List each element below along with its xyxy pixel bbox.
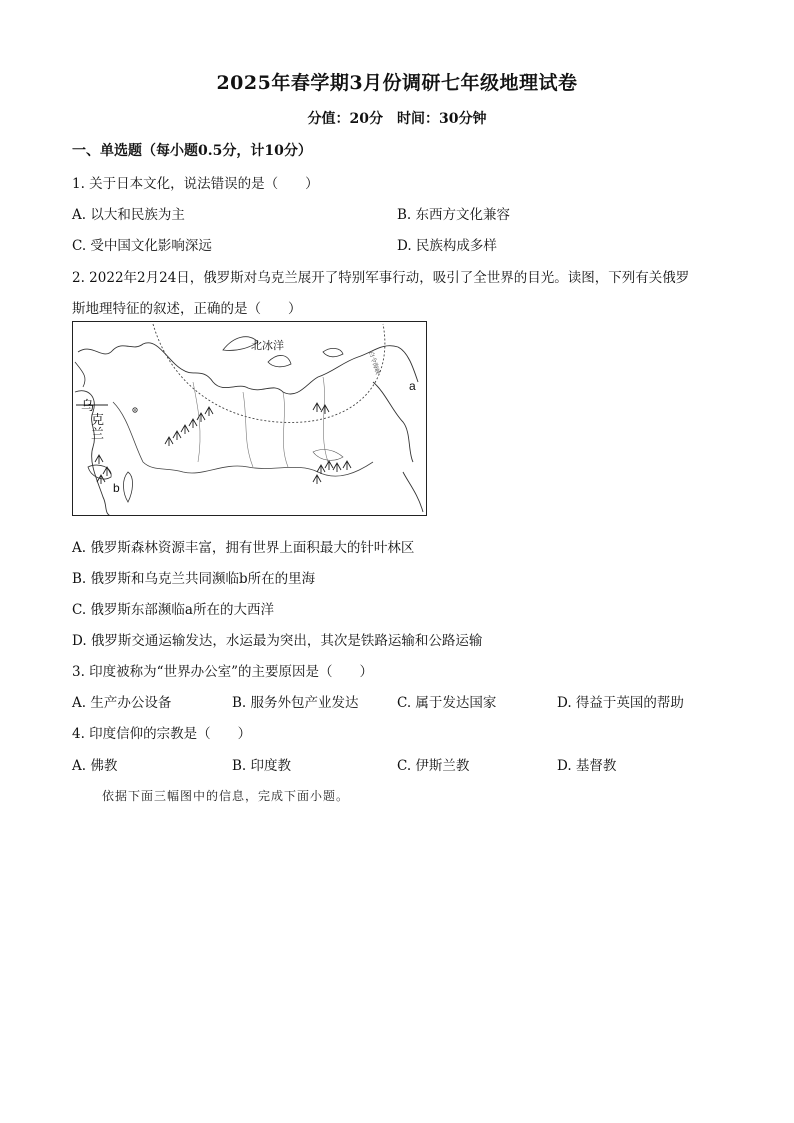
q3-option-a[interactable]: A. 生产办公设备 [72, 695, 172, 711]
exam-subtitle: 分值：20分 时间：30分钟 [307, 111, 487, 127]
map-label-b: b [113, 481, 120, 495]
q4-stem: 4. 印度信仰的宗教是（ ） [72, 726, 252, 742]
q1-option-a[interactable]: A. 以大和民族为主 [72, 207, 185, 223]
map-ukraine-char-3: 兰 [91, 426, 105, 441]
q2-stem-line2: 斯地理特征的叙述，正确的是（ ） [72, 301, 302, 317]
map-ukraine-char-1: 乌 [81, 398, 95, 413]
q3-stem: 3. 印度被称为“世界办公室”的主要原因是（ ） [72, 664, 373, 680]
q3-option-d[interactable]: D. 得益于英国的帮助 [557, 695, 684, 711]
q1-option-c[interactable]: C. 受中国文化影响深远 [72, 238, 212, 254]
q3-option-b[interactable]: B. 服务外包产业发达 [232, 695, 359, 711]
russia-map [72, 321, 427, 516]
section-heading: 一、单选题（每小题0.5分，计10分） [72, 143, 312, 159]
q2-option-c[interactable]: C. 俄罗斯东部濒临a所在的大西洋 [72, 602, 274, 618]
map-strait-label: 白令海峡 [367, 350, 381, 376]
q2-option-b[interactable]: B. 俄罗斯和乌克兰共同濒临b所在的里海 [72, 571, 316, 587]
q2-stem-line1: 2. 2022年2月24日，俄罗斯对乌克兰展开了特别军事行动，吸引了全世界的目光。读图，下列有关俄罗 [72, 270, 690, 286]
q1-stem: 1. 关于日本文化，说法错误的是（ ） [72, 176, 319, 192]
q2-option-a[interactable]: A. 俄罗斯森林资源丰富，拥有世界上面积最大的针叶林区 [72, 540, 415, 556]
instruction-note: 依据下面三幅图中的信息，完成下面小题。 [102, 789, 350, 803]
map-ocean-label: 北冰洋 [251, 340, 284, 352]
q4-option-a[interactable]: A. 佛教 [72, 758, 118, 774]
q4-option-d[interactable]: D. 基督教 [557, 758, 617, 774]
q1-option-b[interactable]: B. 东西方文化兼容 [397, 207, 511, 223]
exam-title: 2025年春学期3月份调研七年级地理试卷 [216, 72, 578, 94]
q1-option-d[interactable]: D. 民族构成多样 [397, 238, 497, 254]
q3-option-c[interactable]: C. 属于发达国家 [397, 695, 497, 711]
q4-option-b[interactable]: B. 印度教 [232, 758, 292, 774]
q2-option-d[interactable]: D. 俄罗斯交通运输发达，水运最为突出，其次是铁路运输和公路运输 [72, 633, 483, 649]
q4-option-c[interactable]: C. 伊斯兰教 [397, 758, 470, 774]
map-ukraine-char-2: 克 [91, 412, 105, 427]
map-label-a: a [409, 379, 416, 393]
